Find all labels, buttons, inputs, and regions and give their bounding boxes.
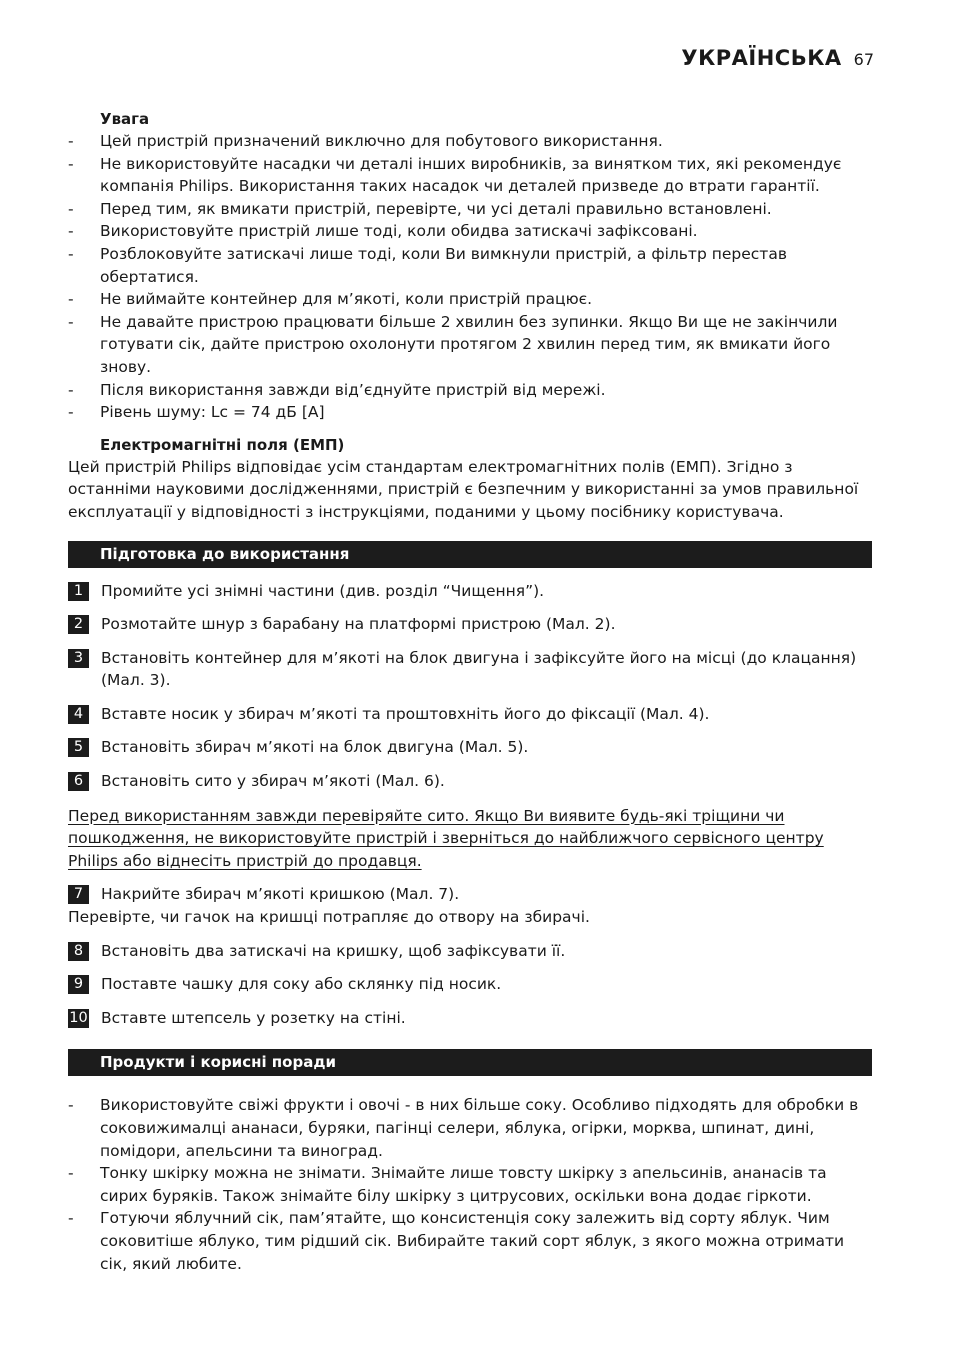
step-text: Накрийте збирач м’якоті кришкою (Мал. 7). — [101, 885, 460, 904]
list-item: - Цей пристрій призначений виключно для побутового використання. — [68, 130, 872, 153]
step-number: 4 — [68, 705, 89, 724]
language-title: УКРАЇНСЬКА — [681, 46, 842, 70]
list-item: - Розблоковуйте затискачі лише тоді, коли Ви вимкнули пристрій, а фільтр перестав обертатися. — [68, 243, 872, 288]
step-text: Встановіть сито у збирач м’якоті (Мал. 6). — [101, 772, 445, 791]
step-text: Промийте усі знімні частини (див. розділ “Чищення”). — [101, 581, 545, 600]
list-item: - Після використання завжди від’єднуйте пристрій від мережі. — [68, 379, 872, 402]
step-2 — [68, 613, 872, 636]
step-number: 6 — [68, 772, 89, 791]
step-number: 2 — [68, 615, 89, 634]
step-number: 9 — [68, 975, 89, 994]
list-item: - Не виймайте контейнер для м’якоті, коли пристрій працює. — [68, 288, 872, 311]
step-number: 10 — [69, 1009, 88, 1026]
step-5 — [68, 736, 872, 759]
list-item: - Перед тим, як вмикати пристрій, перевірте, чи усі деталі правильно встановлені. — [68, 198, 872, 221]
step-text: Вставте носик у збирач м’якоті та проштовхніть його до фіксації (Мал. 4). — [101, 704, 710, 723]
step-number: 3 — [68, 649, 89, 668]
emf-paragraph: Цей пристрій Philips відповідає усім стандартам електромагнітних полів (ЕМП). Згідно з останніми науковими дослідженнями, пристрій є безпечним у використанні за умов правильної експлуатації у відповідності з інструкціями, поданими у цьому посібнику користувача. — [68, 457, 859, 521]
attention-list — [68, 130, 872, 424]
step-number: 7 — [68, 885, 89, 904]
step-8 — [68, 940, 872, 963]
page-header — [681, 46, 874, 70]
step-7-note: Перевірте, чи гачок на кришці потрапляє до отвору на збирачі. — [68, 908, 590, 927]
step-text: Встановіть два затискачі на кришку, щоб зафіксувати її. — [101, 941, 566, 960]
step-6 — [68, 770, 872, 793]
step-text: Поставте чашку для соку або склянку під носик. — [101, 975, 502, 994]
step-7 — [68, 883, 872, 906]
preparation-steps — [68, 580, 872, 793]
sieve-warning: Перед використанням завжди перевіряйте сито. Якщо Ви виявите будь-які тріщини чи пошкодження, не використовуйте пристрій і зверніться до найближчого сервісного центру Philips або віднесіть пристрій до продавця. — [68, 806, 824, 870]
step-text: Вставте штепсель у розетку на стіні. — [101, 1008, 406, 1027]
list-item: - Рівень шуму: Lc = 74 дБ [A] — [68, 401, 872, 424]
step-number: 8 — [68, 942, 89, 961]
section-tips-heading: Продукти і корисні поради — [68, 1049, 872, 1076]
list-item: - Використовуйте пристрій лише тоді, коли обидва затискачі зафіксовані. — [68, 220, 872, 243]
list-item: - Тонку шкірку можна не знімати. Знімайте лише товсту шкірку з апельсинів, ананасів та сирих буряків. Також знімайте білу шкірку з цитрусових, оскільки вона додає гіркоти. — [68, 1162, 872, 1207]
step-text: Встановіть контейнер для м’якоті на блок двигуна і зафіксуйте його на місці (до клацання) (Мал. 3). — [101, 648, 857, 690]
step-4 — [68, 703, 872, 726]
step-text: Встановіть збирач м’якоті на блок двигуна (Мал. 5). — [101, 738, 529, 757]
page-number: 67 — [853, 50, 874, 69]
step-text: Розмотайте шнур з барабану на платформі пристрою (Мал. 2). — [101, 615, 616, 634]
step-number: 1 — [68, 582, 89, 601]
attention-heading: Увага — [100, 110, 150, 128]
list-item: - Використовуйте свіжі фрукти і овочі - в них більше соку. Особливо підходять для обробки в соковижималці ананаси, буряки, пагінці селери, яблука, огірки, морква, шпинат, дині, помідори, апельсини та виноград. — [68, 1094, 872, 1162]
step-10 — [68, 1007, 872, 1030]
step-9 — [68, 973, 872, 996]
page-content — [68, 108, 872, 1275]
section-preparation-heading: Підготовка до використання — [68, 541, 872, 568]
emf-heading: Електромагнітні поля (ЕМП) — [100, 435, 345, 454]
step-1 — [68, 580, 872, 603]
step-number: 5 — [68, 738, 89, 757]
step-3 — [68, 647, 872, 692]
tips-list — [68, 1094, 872, 1275]
list-item: - Не давайте пристрою працювати більше 2 хвилин без зупинки. Якщо Ви ще не закінчили готувати сік, дайте пристрою охолонути протягом 2 хвилин перед тим, як вмикати його знову. — [68, 311, 872, 379]
list-item: - Готуючи яблучний сік, пам’ятайте, що консистенція соку залежить від сорту яблук. Чим соковитіше яблуко, тим рідший сік. Вибирайте такий сорт яблук, з якого можна отримати сік, який любите. — [68, 1207, 872, 1275]
list-item: - Не використовуйте насадки чи деталі інших виробників, за винятком тих, які рекомендує компанія Philips. Використання таких насадок чи деталей призведе до втрати гарантії. — [68, 153, 872, 198]
